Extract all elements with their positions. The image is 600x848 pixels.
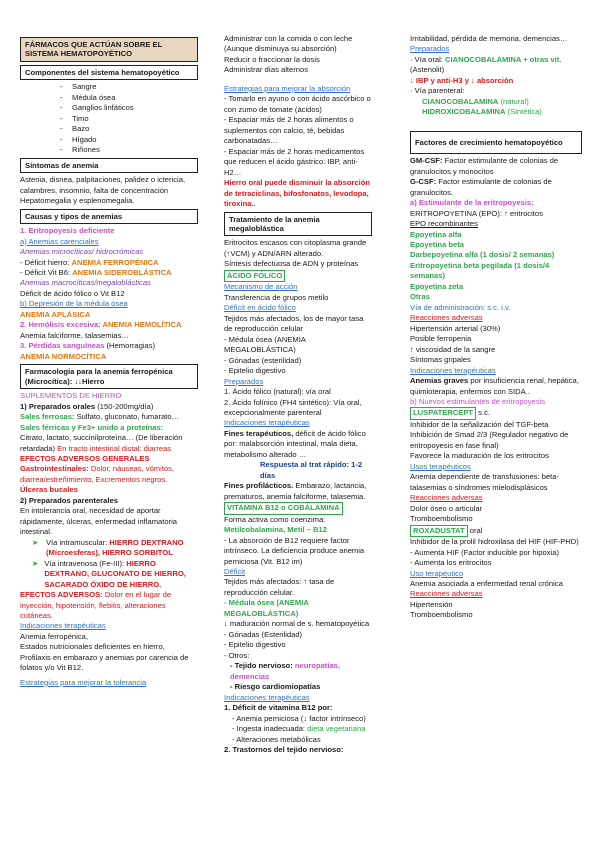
list-item: - Ganglios linfáticos — [60, 103, 134, 113]
line: - Gónadas (Esterilidad) — [224, 629, 303, 639]
line: Fines terapéuticos, déficit de ácido fólico por: malabsorción intestinal, mala dieta, metabolismo alterado … — [224, 428, 366, 459]
anemia-name: ANEMIA NORMOCÍTICA — [20, 351, 107, 361]
line: Preparados — [410, 44, 450, 54]
b12-label: VITAMINA B12 o COBALAMINA — [224, 502, 343, 514]
line: Úlceras bucales — [20, 485, 78, 495]
section-header-components: Componentes del sistema hematopoyético — [20, 65, 198, 80]
list-item: ➤ Vía intramuscular: HIERRO DEXTRANO (Microesferas), HIERRO SORBITOL — [32, 537, 184, 558]
line: Reacciones adversas — [410, 589, 483, 599]
list-item: - Timo — [60, 113, 89, 123]
section-header-growth-factors: Factores de crecimiento hematopoyético — [410, 131, 582, 154]
cause-line: 3. Pérdidas sanguíneas (Hemorragias) — [20, 341, 156, 351]
line: EFECTOS ADVERSOS: Dolor en el lugar de inyección, hipotensión, flebitis, alteraciones cutáneas. — [20, 590, 172, 621]
line: - Tomarlo en ayuno o con ácido ascórbico o con zumo de tomate (ácidos) — [224, 94, 371, 114]
line: G-CSF: Factor estimulante de colonias de granulocitos. — [410, 177, 552, 197]
line: Inhibidor de la señalización del TGF-beta — [410, 419, 549, 429]
line: Anemias graves por insuficiencia renal, hepática, quimioterapia, enfermos con SIDA.. — [410, 376, 579, 396]
line: Indicaciones terapéuticas — [410, 365, 496, 375]
list-item: - Hígado — [60, 134, 97, 144]
line: Preparados — [224, 376, 264, 386]
section-header-megaloblastic: Tratamiento de la anemia megaloblástica — [224, 212, 372, 237]
line: Favorece la maduración de los eritrocitos — [410, 451, 549, 461]
line: GM-CSF: Factor estimulante de colonias de granulocitos y monocitos — [410, 156, 559, 176]
line: Anemia dependiente de transfusiones: beta-talasemias o síndromes mielodisplásicos — [410, 472, 560, 492]
line: Eritropoyetina beta pegilada (1 dosis/4 semanas) — [410, 260, 550, 281]
column-3 — [410, 34, 582, 621]
line: - Médula ósea (ANEMIA MEGALOBLÁSTICA) — [224, 334, 306, 355]
line: Reacciones adversas — [410, 493, 483, 503]
line: ↑ viscosidad de la sangre — [410, 344, 496, 354]
line: Citrato, lactato, succinilproteína… (De liberación retardada) En tracto intestinal distal: diarreas — [20, 433, 183, 453]
column-1 — [20, 34, 198, 688]
line: Hierro oral puede disminuir la absorción de tetraciclinas, bifosfonatos, levodopa, tiroxina.. — [224, 178, 371, 209]
line: HIDROXICOBALAMINA (Sintética) — [422, 107, 542, 117]
line: 1. Déficit de vitamina B12 por: — [224, 703, 333, 713]
line: ROXADUSTAT oral — [410, 525, 582, 537]
line: Administrar con la comida o con leche (Aunque disminuya su absorción) — [224, 34, 353, 54]
line: Indicaciones terapéuticas — [224, 418, 310, 428]
line: (Astenolit) — [410, 65, 445, 75]
section-header-causes: Causas y tipos de anemias — [20, 209, 198, 224]
line: Déficit en ácido fólico — [224, 303, 296, 313]
line: - Espaciar más de 2 horas alimentos o suplementos con calcio, té, bebidas carbonatadas… — [224, 115, 354, 146]
cause-line: Déficit de ácido fólico o Vit B12 — [20, 288, 125, 298]
luspatercept-label: LUSPATERCEPT — [410, 407, 476, 419]
line: Vía de administración: s.c. i.v. — [410, 302, 511, 312]
line: b) Nuevos estimulantes de eritropoyesis — [410, 397, 546, 407]
line: Reacciones adversas — [410, 313, 483, 323]
arrow-icon: ➤ — [32, 537, 39, 547]
line: - Aumenta HIF (Factor inducible por hipoxia) — [410, 547, 559, 557]
line: Posible ferropenia — [410, 334, 472, 344]
line: - Aumenta los eritrocitos — [410, 558, 492, 568]
line: Mecanismo de acción — [224, 282, 298, 292]
arrow-icon: ➤ — [32, 558, 39, 568]
line: Sales ferrosas: Sulfato, gluconato, fumarato… — [20, 412, 180, 422]
cause-line: - Déficit Vit B6: ANEMIA SIDEROBLÁSTICA — [20, 267, 172, 277]
cause-subheading: a) Anemias carenciales — [20, 236, 99, 246]
anemia-type: Anemias microcíticas/ hidrocrómicas — [20, 247, 144, 257]
line: 2) Preparados parenterales — [20, 495, 118, 505]
line: Hipertensión — [410, 599, 453, 609]
cause-line: Anemia falciforme, talasemias… — [20, 330, 129, 340]
line: - Epitelio digestivo — [224, 640, 286, 650]
section-header-ferropenic: Farmacología para la anemia ferropénica (Microcítica): ↓↓Hierro — [20, 364, 198, 389]
roxadustat-label: ROXADUSTAT — [410, 525, 468, 537]
line: En intolerancia oral, necesidad de aportar rápidamente, úlceras, enfermedad inflamatoria intestinal. — [20, 506, 178, 537]
line: - Anemia perniciosa (↓ factor intrínseco) — [232, 713, 366, 723]
line: - Otros: — [224, 650, 250, 660]
line: - Ingesta inadecuada: dieta vegetariana — [232, 724, 366, 734]
line: - Alteraciones metabólicas — [232, 734, 321, 744]
line: - Epitelio digestivo — [224, 366, 286, 376]
symptoms-text: Astenia, disnea, palpitaciones, palidez o ictericia, calambres, insomnio, falta de concentración — [20, 175, 186, 195]
components-list — [20, 82, 198, 155]
line: 2. Ácido folínico (FH4 sintético): Vía oral, excepcionalmente parenteral — [224, 397, 362, 417]
cause-line: - Déficit hierro: ANEMIA FERROPÉNICA — [20, 257, 159, 267]
list-item: - Sangre — [60, 82, 97, 92]
line: Estados nutricionales deficientes en hierro, — [20, 642, 165, 652]
section-header-main: FÁRMACOS QUE ACTÚAN SOBRE EL SISTEMA HEMATOPOYÉTICO — [20, 37, 198, 62]
line: Inhibición de Smad 2/3 (Regulador negativo de eritropoyesis en fase final) — [410, 430, 569, 450]
line: Tromboembolismo — [410, 610, 473, 620]
line: · Vía parenteral: — [410, 86, 465, 96]
supplements-title: SUPLEMENTOS DE HIERRO — [20, 391, 122, 401]
line — [224, 270, 372, 282]
line: Reducir o fraccionar la dosis — [224, 54, 320, 64]
line: Fines profilácticos. Embarazo, lactancia, prematuros, anemia falciforme, talasemia. — [224, 481, 367, 501]
cause-heading: 1. Eritropoyesis deficiente — [20, 226, 115, 236]
list-item: ➤ Vía intravenosa (Fe-III): HIERRO DEXTRANO, GLUCONATO DE HIERRO, SACARADO ÓXIDO DE HIERRO. — [32, 558, 186, 589]
line: Epoyetina zeta — [410, 281, 464, 291]
line: CIANOCOBALAMINA (natural) — [422, 96, 529, 106]
line: Epoyetina alfa — [410, 229, 462, 239]
line: - Riesgo cardiomiopatías — [230, 682, 321, 692]
line — [224, 502, 372, 514]
line: Dolor óseo o articular — [410, 503, 483, 513]
line: Tejidos más afectados, los de mayor tasa de reproducción celular — [224, 313, 364, 334]
cause-subheading: b) Depresión de la médula ósea — [20, 299, 128, 309]
line: Tejidos más afectados: ↑ tasa de reproducción celular. — [224, 577, 335, 597]
line: - Tejido nervioso: neuropatías, demencias — [230, 661, 340, 681]
column-2 — [224, 34, 372, 755]
line: Profilaxis en embarazo y anemias por carencia de folatos y/o Vit B12. — [20, 652, 189, 673]
line: 1. Ácido fólico (natural): vía oral — [224, 387, 331, 397]
line: Estrategias para mejorar la tolerancia — [20, 677, 147, 687]
line: Indicaciones terapéuticas — [20, 621, 106, 631]
line: a) Estimulante de la eritropoyesis: — [410, 198, 534, 208]
line: Déficit — [224, 567, 246, 576]
anemia-type: Anemias macrocíticas/megaloblásticas — [20, 278, 151, 288]
line: ERITROPOYETINA (EPO): ↑ eritrocitos — [410, 208, 543, 218]
line: ↓ maduración normal de s. hematopoyética — [224, 619, 370, 629]
line: Irritabilidad, pérdida de memoria, demencias… — [410, 34, 568, 43]
line: 2. Trastornos del tejido nervioso: — [224, 744, 344, 754]
line: Administrar días alternos — [224, 65, 308, 75]
line: Estrategias para mejorar la absorción — [224, 83, 351, 93]
line: - La absorción de B12 requiere factor intrínseco. La deficiencia produce anemia perniciosa (Vit. B12 im) — [224, 535, 365, 566]
line: Respuesta al trat rápido: 1-2 días — [260, 460, 363, 480]
line: EFECTOS ADVERSOS GENERALES — [20, 453, 150, 463]
line: Gastrointestinales: Dolor, náuseas, vómitos, diarrea/estreñimiento, Excrementos negros. — [20, 464, 175, 484]
line: · Vía oral: CIANOCOBALAMINA + otras vit. — [410, 54, 562, 64]
line: - Gónadas (esterilidad) — [224, 355, 302, 365]
list-item: - Riñones — [60, 145, 100, 155]
line: LUSPATERCEPT s.c. — [410, 407, 582, 419]
folic-acid-label: ÁCIDO FÓLICO — [224, 270, 285, 282]
line: Darbepoyetina alfa (1 dosis/ 2 semanas) — [410, 250, 555, 260]
line: Epoyetina beta — [410, 239, 465, 249]
line: Eritrocitos escasos con citoplasma grande (↑VCM) y ADN/ARN alterado. — [224, 238, 367, 258]
line: Uso terapéutico — [410, 568, 464, 578]
line: Síntesis defectuosa de ADN y proteínas — [224, 259, 359, 269]
line: - Médula ósea (ANEMIA MEGALOBLÁSTICA) — [224, 598, 309, 618]
section-header-symptoms: Síntomas de anemia — [20, 158, 198, 173]
line: Anemia asociada a enfermedad renal crónica — [410, 578, 563, 588]
line: EPO recombinantes — [410, 219, 478, 229]
list-item: - Médula ósea — [60, 92, 116, 102]
cause-line: 2. Hemólisis excesiva: ANEMIA HEMOLÍTICA — [20, 320, 182, 330]
line: Metilcobalamina, Metil – B12 — [224, 525, 327, 535]
line: Inhibidor de la prolil hidroxilasa del HIF (HIF-PHD) — [410, 537, 579, 547]
line: 1) Preparados orales (150-200mg/día) — [20, 401, 154, 411]
line: Tromboembolismo — [410, 514, 473, 524]
line: Transferencia de grupos metilo — [224, 292, 329, 302]
line: Otras — [410, 292, 430, 302]
line: Sales férricas y Fe3+ unido a proteínas: — [20, 422, 164, 432]
line: Anemia ferropénica, — [20, 631, 88, 641]
line: Forma activa como coenzima: — [224, 514, 326, 524]
line: Síntomas gripales — [410, 355, 471, 365]
hepato-text: Hepatomegalia y esplenomegalia. — [20, 196, 135, 206]
line: Usos terapéuticos — [410, 461, 471, 471]
line: - Espaciar más de 2 horas medicamentos que reducen el ácido gástrico: IBP, anti-H2… — [224, 146, 365, 177]
line: ↓ IBP y anti-H3 y ↓ absorción — [410, 75, 514, 85]
line: Indicaciones terapéuticas — [224, 692, 310, 702]
anemia-name: ANEMIA APLÁSICA — [20, 309, 91, 319]
line: Hipertensión arterial (30%) — [410, 323, 501, 333]
list-item: - Bazo — [60, 124, 90, 134]
